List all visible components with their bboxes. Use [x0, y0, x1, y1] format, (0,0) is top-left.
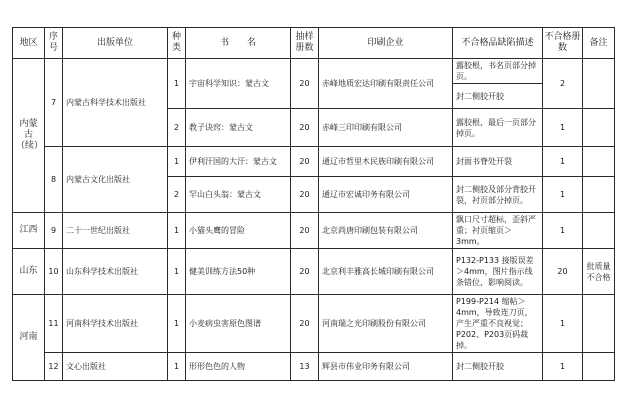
printer-cell: 辉县市伟业印务有限公司	[319, 353, 453, 381]
table-row	[13, 353, 615, 381]
sample-cell: 20	[291, 295, 319, 353]
publisher-cell: 河南科学技术出版社	[63, 295, 168, 353]
seq-cell: 7	[45, 59, 63, 147]
failed-cell: 1	[543, 353, 583, 381]
printer-cell: 北京尚唐印刷包装有限公司	[319, 213, 453, 249]
title-cell: 教子诀窍：蒙古文	[186, 109, 291, 147]
table-row	[13, 249, 615, 295]
table-row	[13, 295, 615, 353]
defect-cell: 封二侧胶及部分背胶开裂，衬页部分掉页。	[453, 177, 543, 213]
defect-cell: 封二侧胶开胶	[453, 84, 543, 109]
sample-cell: 20	[291, 147, 319, 177]
defect-cell: P132-P133 接版误差＞4mm，图片指示线条错位，影响阅读。	[453, 249, 543, 295]
printer-cell: 河南瑞之光印刷股份有限公司	[319, 295, 453, 353]
table-row	[13, 213, 615, 249]
header-region: 地区	[13, 28, 45, 59]
sample-cell: 20	[291, 109, 319, 147]
printer-cell: 北京利丰雅高长城印刷有限公司	[319, 249, 453, 295]
note-cell	[583, 213, 615, 249]
table-row	[13, 59, 615, 84]
defect-cell: 飘口尺寸超标，歪斜严重；衬页缩页＞3mm。	[453, 213, 543, 249]
note-cell	[583, 353, 615, 381]
failed-cell: 1	[543, 295, 583, 353]
kind-cell: 1	[168, 295, 186, 353]
publisher-cell: 二十一世纪出版社	[63, 213, 168, 249]
table-header-row	[13, 28, 615, 59]
note-cell	[583, 177, 615, 213]
defect-cell: 露胶根，最后一页部分掉页。	[453, 109, 543, 147]
header-title: 书 名	[186, 28, 291, 59]
region-cell: 河南	[13, 295, 45, 381]
failed-cell: 1	[543, 177, 583, 213]
seq-cell: 10	[45, 249, 63, 295]
seq-cell: 8	[45, 147, 63, 213]
title-cell: 罕山白头翁：蒙古文	[186, 177, 291, 213]
header-kind: 种类	[168, 28, 186, 59]
sample-cell: 20	[291, 249, 319, 295]
defect-cell: 封二侧胶开胶	[453, 353, 543, 381]
defect-cell: P199-P214 缩帖＞4mm，导致连刀页，产生严重不良视觉；P202、P203页码裁掉。	[453, 295, 543, 353]
title-cell: 小猫头鹰的冒险	[186, 213, 291, 249]
seq-cell: 11	[45, 295, 63, 353]
title-cell: 宇宙科学知识：蒙古文	[186, 59, 291, 109]
header-defect: 不合格品缺陷描述	[453, 28, 543, 59]
note-cell	[583, 147, 615, 177]
seq-cell: 9	[45, 213, 63, 249]
title-cell: 伊利汗国的大汗：蒙古文	[186, 147, 291, 177]
header-publisher: 出版单位	[63, 28, 168, 59]
defect-cell: 封面书脊处开裂	[453, 147, 543, 177]
publisher-cell: 山东科学技术出版社	[63, 249, 168, 295]
publisher-cell: 内蒙古文化出版社	[63, 147, 168, 213]
kind-cell: 2	[168, 177, 186, 213]
failed-cell: 2	[543, 59, 583, 109]
kind-cell: 1	[168, 147, 186, 177]
sample-cell: 20	[291, 177, 319, 213]
unqualified-books-table	[12, 27, 615, 381]
printer-cell: 赤峰地质宏达印刷有限责任公司	[319, 59, 453, 109]
printer-cell: 通辽市哲里木民族印刷有限公司	[319, 147, 453, 177]
header-seq: 序号	[45, 28, 63, 59]
note-cell	[583, 59, 615, 109]
region-cell: 山东	[13, 249, 45, 295]
seq-cell: 12	[45, 353, 63, 381]
sample-cell: 20	[291, 213, 319, 249]
failed-cell: 1	[543, 109, 583, 147]
kind-cell: 1	[168, 249, 186, 295]
title-cell: 小麦病虫害原色图谱	[186, 295, 291, 353]
region-cell: 江西	[13, 213, 45, 249]
note-cell: 批质量不合格	[583, 249, 615, 295]
printer-cell: 赤峰三印印刷有限公司	[319, 109, 453, 147]
defect-cell: 露胶根，书名页部分掉页。	[453, 59, 543, 84]
note-cell	[583, 109, 615, 147]
title-cell: 形形色色的人物	[186, 353, 291, 381]
publisher-cell: 文心出版社	[63, 353, 168, 381]
failed-cell: 1	[543, 213, 583, 249]
failed-cell: 20	[543, 249, 583, 295]
header-printer: 印刷企业	[319, 28, 453, 59]
printer-cell: 通辽市宏诚印务有限公司	[319, 177, 453, 213]
header-note: 备注	[583, 28, 615, 59]
sample-cell: 20	[291, 59, 319, 109]
quality-report-sheet	[12, 27, 614, 384]
kind-cell: 1	[168, 59, 186, 109]
table-row	[13, 147, 615, 176]
kind-cell: 1	[168, 353, 186, 381]
header-sample: 抽样册数	[291, 28, 319, 59]
header-failed: 不合格册数	[543, 28, 583, 59]
note-cell	[583, 295, 615, 353]
publisher-cell: 内蒙古科学技术出版社	[63, 59, 168, 147]
sample-cell: 13	[291, 353, 319, 381]
kind-cell: 2	[168, 109, 186, 147]
failed-cell: 1	[543, 147, 583, 177]
region-cell: 内蒙古（续）	[13, 59, 45, 213]
kind-cell: 1	[168, 213, 186, 249]
title-cell: 健美训练方法50种	[186, 249, 291, 295]
